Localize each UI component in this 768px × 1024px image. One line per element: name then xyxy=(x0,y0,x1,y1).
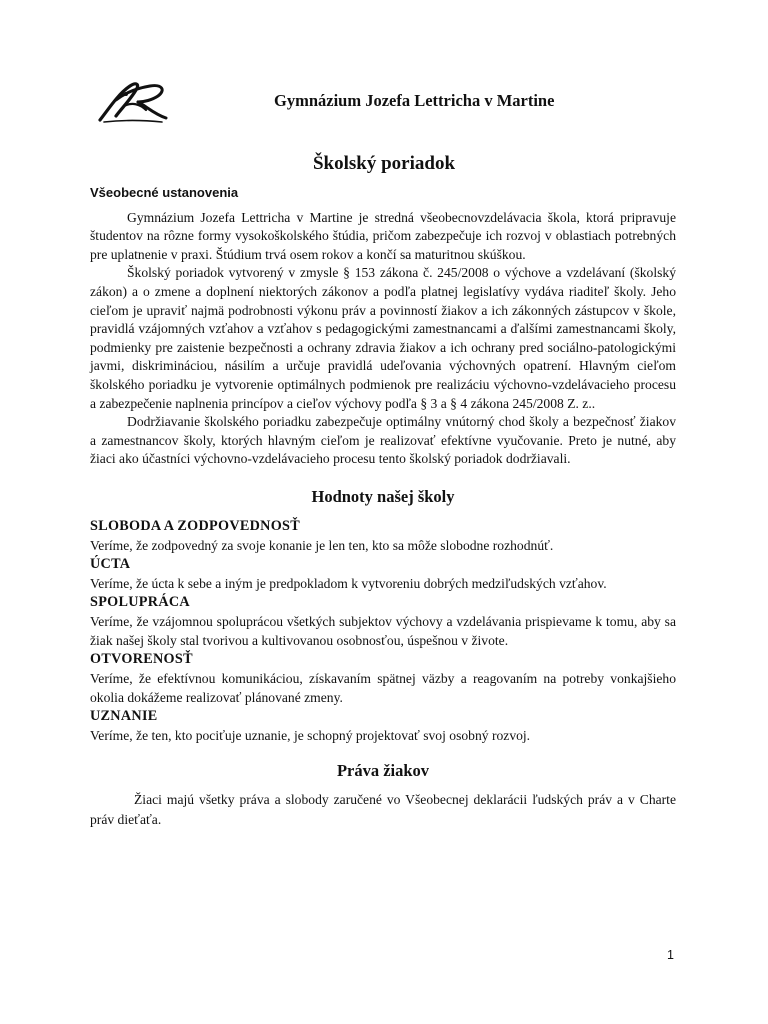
student-rights-section-title: Práva žiakov xyxy=(336,760,430,780)
general-paragraph: Dodržiavanie školského poriadku zabezpečuje optimálny vnútorný chod školy a bezpečnosť žiakov a zamestnancov školy, ktorých hlavným cieľom je realizovať efektívne vyučovanie. Preto je nutné, aby žiaci ako účastníci výchovno-vzdelávacieho procesu tento školský poriadok dodržiavali. xyxy=(90,414,676,467)
document-body xyxy=(90,184,676,830)
page-number: 1 xyxy=(667,948,674,962)
value-text: Veríme, že vzájomnou spoluprácou všetkých subjektov výchovy a vzdelávania prispievame k tomu, aby sa žiak našej školy stal tvorivou a kultivovanou osobnosťou, úspešnou v živote. xyxy=(90,613,676,648)
general-paragraph: Školský poriadok vytvorený v zmysle § 153 zákona č. 245/2008 o výchove a vzdelávaní (školský zákon) a o zmene a doplnení niektorých zákonov a podľa platnej legislatívy vydáva riaditeľ školy. Jeho cieľom je upraviť najmä podrobnosti výkonu práv a povinností žiakov a ich zákonných zástupcov v škole, pravidlá vzájomných vzťahov a vzťahov s pedagogickými zamestnancami a ďalšími zamestnancami školy, podmienky pre zaistenie bezpečnosti a ochrany zdravia žiakov a ich ochrany pred sociálno-patologickými javmi, diskrimináciou, násilím a určuje pravidlá udeľovania výchovných opatrení. Hlavným cieľom školského poriadku je vytvorenie optimálnych podmienok pre realizáciu výchovno-vzdelávacieho procesu a zabezpečenie naplnenia princípov a cieľov výchovy podľa § 3 a § 4 zákona 245/2008 Z. z.. xyxy=(90,265,676,411)
value-heading: OTVORENOSŤ xyxy=(90,650,193,667)
value-item xyxy=(90,555,676,593)
value-item xyxy=(90,707,676,745)
value-heading: ÚCTA xyxy=(90,555,131,572)
school-name: Gymnázium Jozefa Lettricha v Martine xyxy=(274,91,555,110)
document-title: Školský poriadok xyxy=(312,153,456,174)
value-item xyxy=(90,593,676,650)
value-heading: SPOLUPRÁCA xyxy=(90,593,190,610)
general-provisions-heading: Všeobecné ustanovenia xyxy=(90,185,239,200)
value-item xyxy=(90,517,676,555)
value-heading: UZNANIE xyxy=(90,707,158,724)
value-heading: SLOBODA A ZODPOVEDNOSŤ xyxy=(90,517,301,534)
value-text: Veríme, že zodpovedný za svoje konanie je len ten, kto sa môže slobodne rozhodnúť. xyxy=(90,537,554,553)
value-text: Veríme, že úcta k sebe a iným je predpokladom k vytvoreniu dobrých medziľudských vzťahov. xyxy=(90,575,607,591)
value-item xyxy=(90,650,676,707)
values-section-title: Hodnoty našej školy xyxy=(311,486,455,506)
general-paragraph: Gymnázium Jozefa Lettricha v Martine je stredná všeobecnovzdelávacia škola, ktorá pripravuje študentov na rôzne formy vysokoškolského štúdia, pričom zabezpečuje ich rozvoj v oblastiach potrebných pre uplatnenie v praxi. Štúdium trvá osem rokov a končí sa maturitnou skúškou. xyxy=(90,209,676,262)
student-rights-paragraph: Žiaci majú všetky práva a slobody zaručené vo Všeobecnej deklarácii ľudských práv a v Charte práv dieťaťa. xyxy=(90,792,676,828)
value-text: Veríme, že efektívnou komunikáciou, získavaním spätnej väzby a reagovaním na potreby vonkajšieho okolia dokážeme realizovať plánované zmeny. xyxy=(90,670,676,705)
value-text: Veríme, že ten, kto pociťuje uznanie, je schopný projektovať svoj osobný rozvoj. xyxy=(90,727,531,743)
gjl-monogram-logo-icon xyxy=(96,80,170,124)
